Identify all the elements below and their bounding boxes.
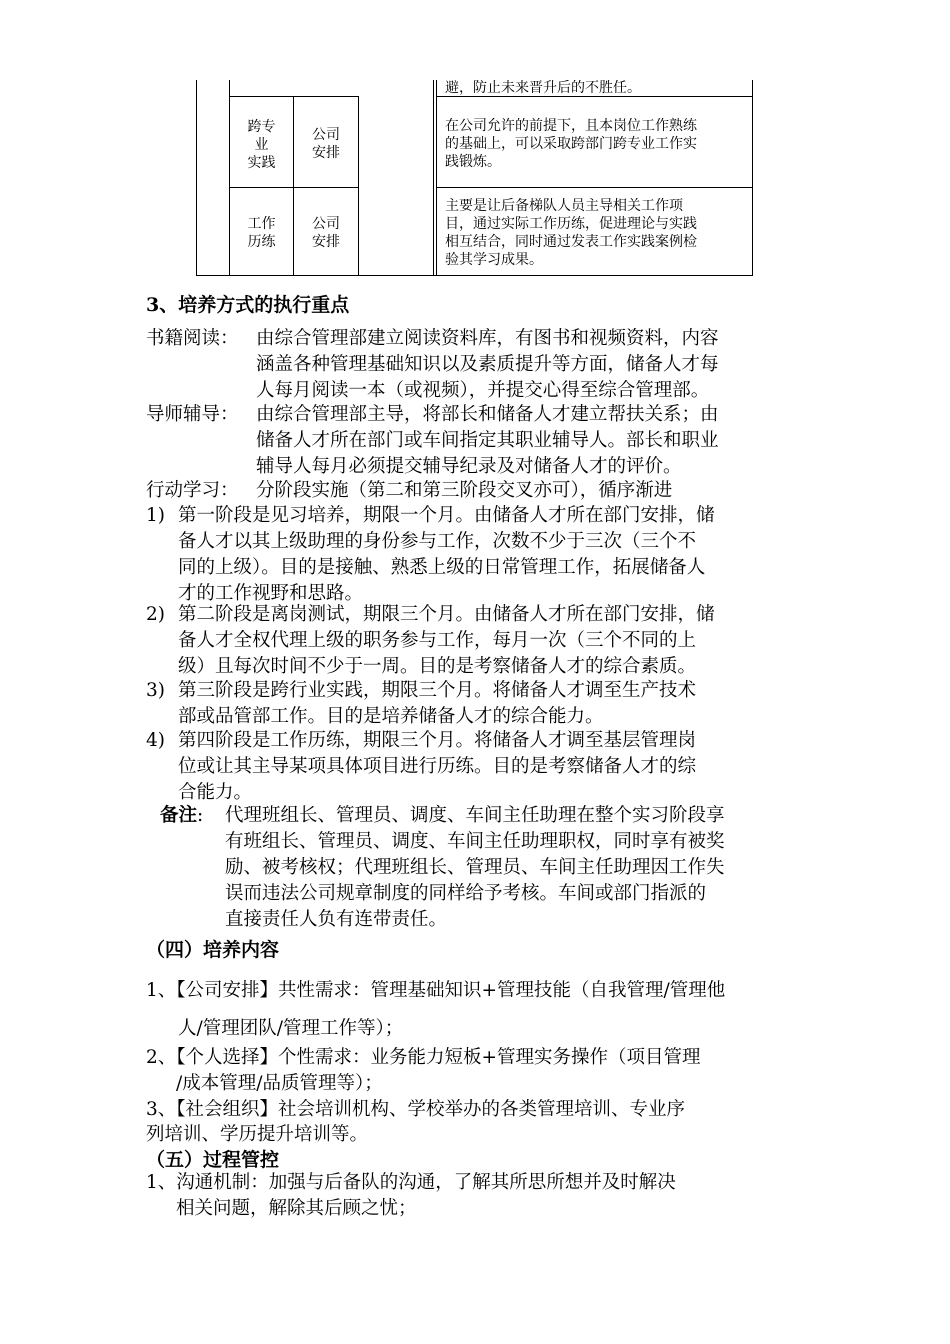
table-row1-method: 跨专 业 实践 <box>247 119 276 171</box>
table-divider-col4 <box>433 80 434 276</box>
stage-1-number: 1) <box>146 505 165 526</box>
table-divider-col4b <box>436 80 437 276</box>
stage-2-text: 第二阶段是离岗测试，期限三个月。由储备人才所在部门安排，储 备人才全权代理上级的职务参与工作，每月一次（三个不同的上 级）且每次时间不少于一周。目的是考察储备人才的综合素质。 <box>178 604 715 677</box>
note-text: 代理班组长、管理员、调度、车间主任助理在整个实习阶段享 有班组长、管理员、调度、车间主任助理职权，同时享有被奖 励、被考核权；代理班组长、管理员、车间主任助理因工作失 误而违法公司规章制度的同样给予考核。车间或部门指派的 直接责任人负有连带责任。 <box>225 805 725 930</box>
stage-1-text: 第一阶段是见习培养，期限一个月。由储备人才所在部门安排，储 备人才以其上级助理的身份参与工作，次数不少于三次（三个不 同的上级）。目的是接触、熟悉上级的日常管理工作，拓展储备人 才的工作视野和思路。 <box>178 505 715 604</box>
table-row-line-1 <box>229 96 359 97</box>
table-row-line-2b <box>436 187 753 188</box>
section5-title: （五）过程管控 <box>146 1149 280 1171</box>
stage-3-text: 第三阶段是跨行业实践，期限三个月。将储备人才调至生产技术 部或品管部工作。目的是培养储备人才的综合能力。 <box>178 680 697 727</box>
section5-item-1-line1: 1、沟通机制：加强与后备队的沟通，了解其所思所想并及时解决 <box>146 1172 676 1193</box>
table-row2-arranger: 公司 安排 <box>312 216 340 250</box>
table-bottom-line <box>196 275 753 276</box>
section4-item-1-line2: 人/管理团队/管理工作等）； <box>178 1018 404 1039</box>
note-label: 备注: <box>160 805 204 826</box>
section4-item-2-line1: 2、【个人选择】个性需求：业务能力短板+管理实务操作（项目管理 <box>146 1047 701 1068</box>
table-divider-col3 <box>358 96 359 276</box>
mentor-text: 由综合管理部主导，将部长和储备人才建立帮扶关系；由 储备人才所在部门或车间指定其职业辅导人。部长和职业 辅导人每月必须提交辅导纪录及对储备人才的评价。 <box>256 404 719 477</box>
stage-3-number: 3) <box>146 680 165 701</box>
table-row2-method: 工作 历练 <box>247 216 276 250</box>
action-label: 行动学习： <box>146 480 239 501</box>
action-text: 分阶段实施（第二和第三阶段交叉亦可），循序渐进 <box>256 480 673 501</box>
stage-4-number: 4) <box>146 730 165 751</box>
section4-item-1-line1: 1、【公司安排】共性需求：管理基础知识+管理技能（自我管理/管理他 <box>146 980 726 1001</box>
stage-2-number: 2) <box>146 604 165 625</box>
section5-item-1-line2: 相关问题，解除其后顾之忧； <box>176 1198 417 1219</box>
table-border-left <box>196 80 197 276</box>
section4-item-3-line1: 3、【社会组织】社会培训机构、学校举办的各类管理培训、专业序 <box>146 1099 686 1120</box>
section3-title: 3、培养方式的执行重点 <box>146 294 350 316</box>
reading-label: 书籍阅读： <box>146 328 239 349</box>
table-row2-description: 主要是让后备梯队人员主导相关工作项 目，通过实际工作历练，促进理论与实践 相互结合，同时通过发表工作实践案例检 验其学习成果。 <box>445 198 697 268</box>
table-border-right <box>752 80 753 276</box>
table-row-line-2 <box>229 187 359 188</box>
section4-item-2-line2: /成本管理/品质管理等）； <box>176 1073 383 1094</box>
table-row1-arranger: 公司 安排 <box>312 127 340 161</box>
table-row0-description: 避，防止未来晋升后的不胜任。 <box>445 80 641 96</box>
table-row1-description: 在公司允许的前提下，且本岗位工作熟练 的基础上，可以采取跨部门跨专业工作实 践锻炼。 <box>445 118 697 170</box>
reading-text: 由综合管理部建立阅读资料库，有图书和视频资料，内容 涵盖各种管理基础知识以及素质提升等方面，储备人才每 人每月阅读一本（或视频），并提交心得至综合管理部。 <box>256 328 719 401</box>
section4-item-3-line2: 列培训、学历提升培训等。 <box>146 1124 369 1145</box>
section4-title: （四）培养内容 <box>146 939 280 961</box>
stage-4-text: 第四阶段是工作历练，期限三个月。将储备人才调至基层管理岗 位或让其主导某项具体项目进行历练。目的是考察储备人才的综 合能力。 <box>178 730 697 803</box>
mentor-label: 导师辅导： <box>146 404 239 425</box>
